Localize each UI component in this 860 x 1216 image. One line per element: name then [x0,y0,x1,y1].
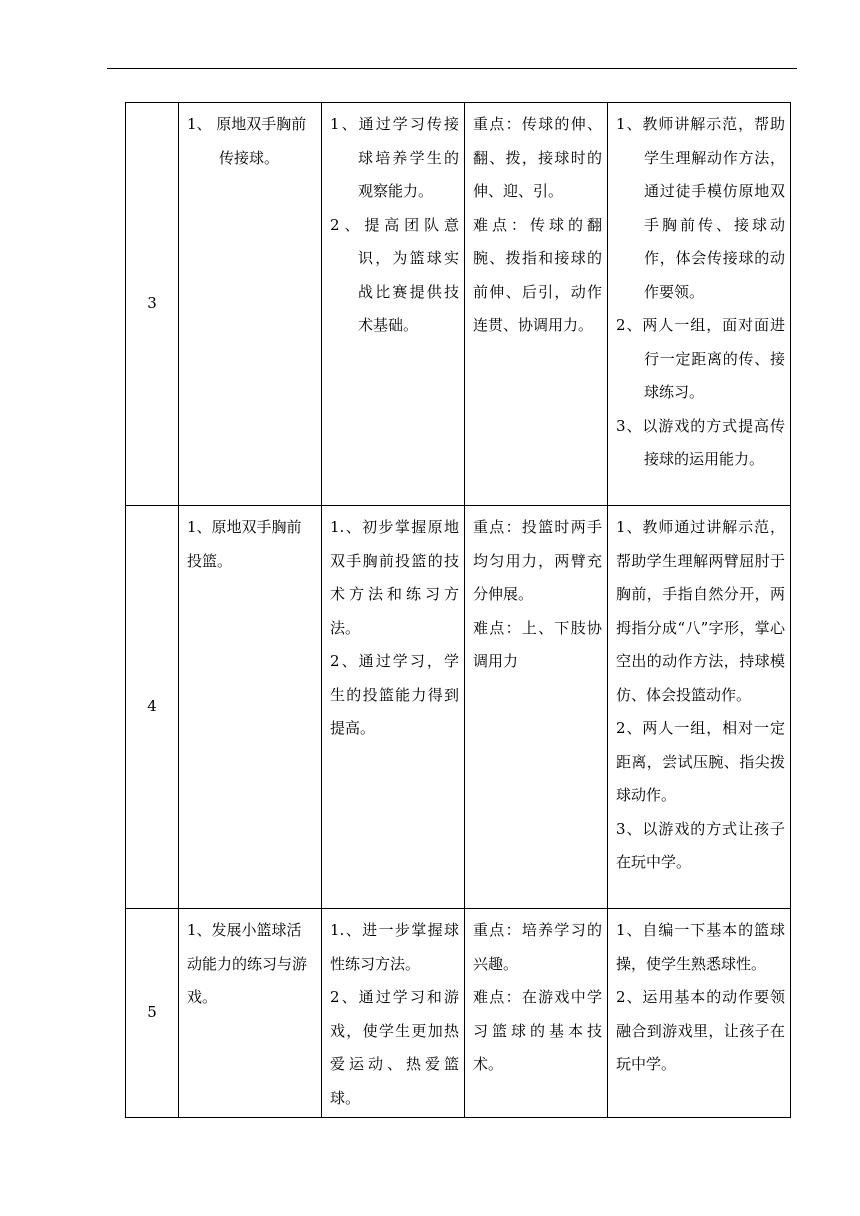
key-point-item: 难点：上、下肢协调用力 [473,618,602,670]
key-point-item: 重点：培养学习的兴趣。 [473,921,602,973]
objective-item: 1、通过学习传接球培养学生的观察能力。 [330,115,459,200]
objectives-cell [322,506,465,909]
methods-cell [608,909,791,1118]
objective-item: 1.、进一步掌握球性练习方法。 [330,921,459,973]
lesson-number: 3 [126,103,179,506]
methods-cell [608,103,791,506]
header-rule [107,68,797,69]
objective-item: 1.、初步掌握原地双手胸前投篮的技术方法和练习方法。 [330,518,459,637]
content-item: 1、 原地双手胸前传接球。 [187,115,307,167]
key-point-item: 重点：投篮时两手均匀用力，两臂充分伸展。 [473,518,602,603]
key-point-item: 重点：传球的伸、翻、拨，接球时的伸、迎、引。 [473,115,602,200]
method-item: 2、两人一组，相对一定距离，尝试压腕、指尖拨球动作。 [616,719,785,804]
method-item: 1、自编一下基本的篮球操，使学生熟悉球性。 [616,921,785,973]
lesson-number: 4 [126,506,179,909]
objective-item: 2、提高团队意识，为篮球实战比赛提供技术基础。 [330,215,459,334]
content-cell [179,909,322,1118]
content-item: 1、原地双手胸前投篮。 [187,518,302,570]
key-point-item: 难点：传球的翻腕、拨指和接球的前伸、后引，动作连贯、协调用力。 [473,215,602,334]
method-item: 1、教师讲解示范，帮助学生理解动作方法，通过徒手模仿原地双手胸前传、接球动作，体会传接球的动作要领。 [616,115,785,301]
method-item: 2、运用基本的动作要领融合到游戏里，让孩子在玩中学。 [616,988,785,1073]
key-points-cell [465,909,608,1118]
method-item: 2、两人一组，面对面进行一定距离的传、接球练习。 [616,316,785,401]
method-item: 3、以游戏的方式提高传接球的运用能力。 [616,416,785,468]
key-points-cell [465,103,608,506]
key-point-item: 难点：在游戏中学习篮球的基本技术。 [473,988,602,1073]
objective-item: 2、通过学习和游戏，使学生更加热爱运动、热爱篮球。 [330,988,459,1107]
lesson-number: 5 [126,909,179,1118]
content-cell [179,103,322,506]
method-item: 1、教师通过讲解示范，帮助学生理解两臂屈肘于胸前，手指自然分开，两拇指分成“八”字形，掌心空出的动作方法，持球模仿、体会投篮动作。 [616,518,785,704]
key-points-cell [465,506,608,909]
table-row [126,103,791,506]
table-row [126,909,791,1118]
method-item: 3、以游戏的方式让孩子在玩中学。 [616,819,785,871]
content-item: 1、发展小篮球活动能力的练习与游戏。 [187,921,308,1006]
objective-item: 2、通过学习，学生的投篮能力得到提高。 [330,652,459,737]
lesson-plan-table [125,102,791,1118]
content-cell [179,506,322,909]
table-row [126,506,791,909]
objectives-cell [322,103,465,506]
objectives-cell [322,909,465,1118]
methods-cell [608,506,791,909]
